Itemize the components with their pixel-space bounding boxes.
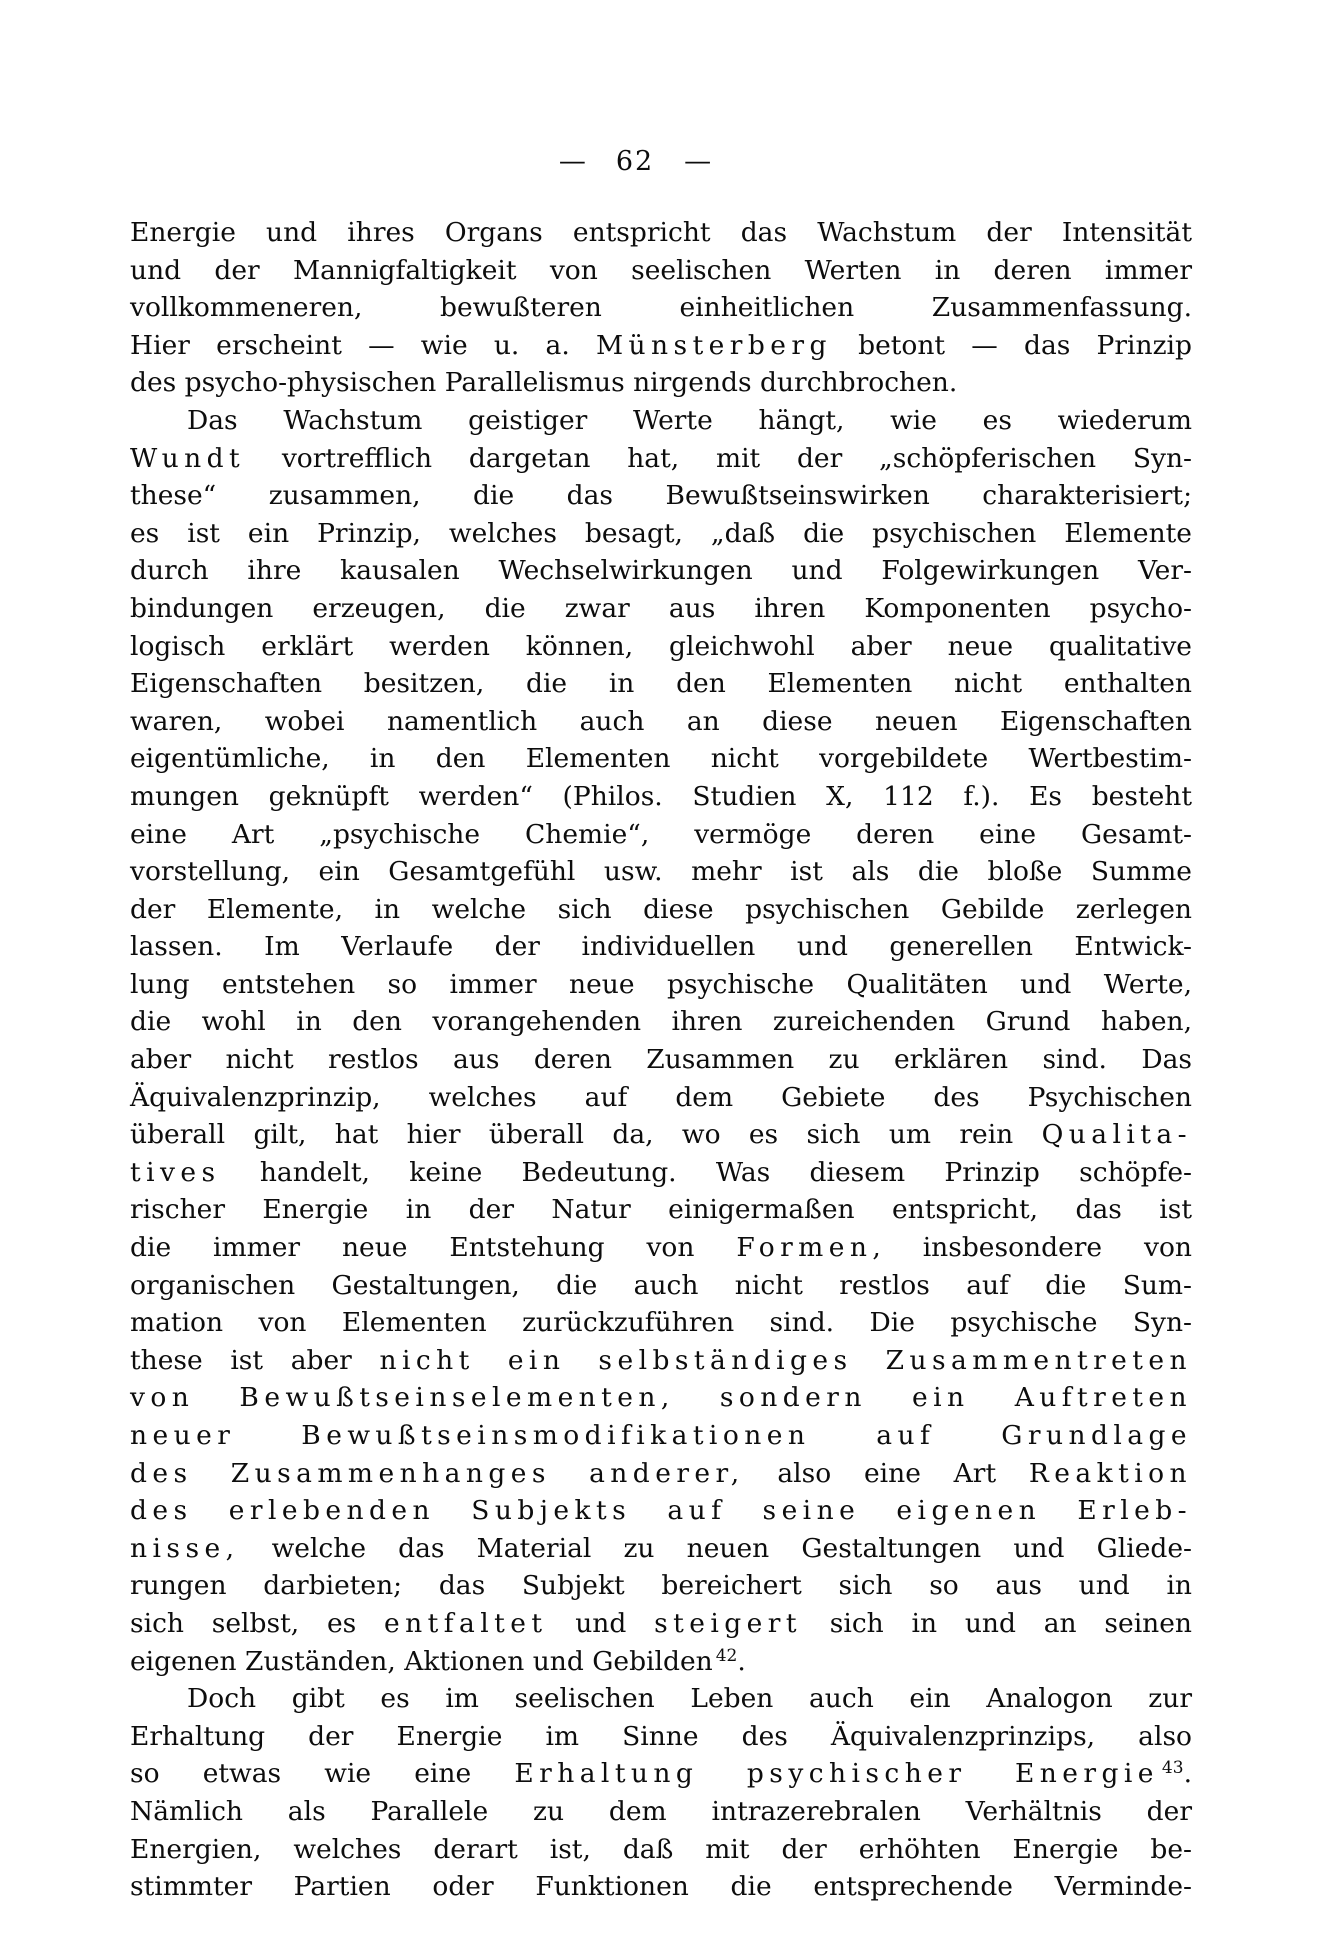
text-line: die wohl in den vorangehenden ihren zureichenden Grund haben, (130, 1006, 1192, 1038)
text-line: these ist aber nicht ein selbständiges Zusammentreten (130, 1344, 1192, 1376)
text-line: und der Mannigfaltigkeit von seelischen Werten in deren immer (130, 254, 1192, 286)
footnote-ref: 43 (1161, 1758, 1184, 1779)
text-line: eigenen Zuständen, Aktionen und Gebilden $^{42}$. (130, 1645, 746, 1677)
text-line: Erhaltung der Energie im Sinne des Äquivalenzprinzips, also (130, 1720, 1192, 1752)
text-line: von Bewußtseinselementen, sondern ein Auftreten (130, 1382, 1192, 1414)
text-line: aber nicht restlos aus deren Zusammen zu erklären sind. Das (130, 1044, 1192, 1076)
text-line: rischer Energie in der Natur einigermaßen entspricht, das ist (130, 1194, 1192, 1226)
header-dash-left: — (558, 146, 586, 177)
text-line: Äquivalenzprinzip, welches auf dem Gebiete des Psychischen (130, 1081, 1192, 1113)
text-block (130, 214, 1192, 1906)
text-line: des Zusammenhanges anderer, also eine Art Reaktion (130, 1457, 1192, 1489)
text-line: die immer neue Entstehung von Formen, insbesondere von (130, 1232, 1192, 1264)
text-line: vorstellung, ein Gesamtgefühl usw. mehr ist als die bloße Summe (130, 856, 1192, 888)
text-line: sich selbst, es entfaltet und steigert sich in und an seinen (130, 1607, 1192, 1639)
text-line: Doch gibt es im seelischen Leben auch ein Analogon zur (187, 1683, 1192, 1715)
text-line: Eigenschaften besitzen, die in den Elementen nicht enthalten (130, 668, 1192, 700)
text-line: durch ihre kausalen Wechselwirkungen und Folgewirkungen Ver- (130, 555, 1192, 587)
text-line: mungen geknüpft werden“ (Philos. Studien X, 112 f.). Es besteht (130, 780, 1192, 812)
text-line: waren, wobei namentlich auch an diese neuen Eigenschaften (130, 705, 1192, 737)
running-head (104, 146, 1166, 177)
text-line: Wundt vortrefflich dargetan hat, mit der „schöpferischen Syn- (130, 442, 1192, 474)
text-line: überall gilt, hat hier überall da, wo es sich um rein Qualita- (130, 1119, 1192, 1151)
text-line: Das Wachstum geistiger Werte hängt, wie es wiederum (187, 404, 1192, 436)
page-number: 62 (615, 146, 655, 177)
text-line: Energien, welches derart ist, daß mit der erhöhten Energie be- (130, 1833, 1192, 1865)
text-line: nisse, welche das Material zu neuen Gestaltungen und Gliede- (130, 1532, 1192, 1564)
text-line: tives handelt, keine Bedeutung. Was diesem Prinzip schöpfe- (130, 1156, 1192, 1188)
text-line: der Elemente, in welche sich diese psychischen Gebilde zerlegen (130, 893, 1192, 925)
header-dash-right: — (684, 146, 712, 177)
text-line: these“ zusammen, die das Bewußtseinswirken charakterisiert; (130, 480, 1192, 512)
text-line: neuer Bewußtseinsmodifikationen auf Grundlage (130, 1420, 1192, 1451)
text-line: es ist ein Prinzip, welches besagt, „daß die psychischen Elemente (130, 517, 1192, 549)
text-line: eine Art „psychische Chemie“, vermöge deren eine Gesamt- (130, 818, 1192, 850)
text-line: Energie und ihres Organs entspricht das Wachstum der Intensität (130, 217, 1192, 248)
text-line: lung entstehen so immer neue psychische Qualitäten und Werte, (130, 968, 1192, 1000)
text-line: des psycho-physischen Parallelismus nirgends durchbrochen. (130, 367, 958, 399)
text-line: des erlebenden Subjekts auf seine eigenen Erleb- (130, 1495, 1192, 1527)
footnote-ref: 42 (715, 1645, 738, 1666)
text-line: Nämlich als Parallele zu dem intrazerebralen Verhältnis der (130, 1795, 1192, 1827)
text-line: rungen darbieten; das Subjekt bereichert sich so aus und in (130, 1570, 1192, 1602)
text-line: vollkommeneren, bewußteren einheitlichen Zusammenfassung. (130, 292, 1192, 324)
text-line: stimmter Partien oder Funktionen die entsprechende Verminde- (130, 1871, 1192, 1903)
text-line: so etwas wie eine Erhaltung psychischer Energie $^{43}$. (130, 1758, 1192, 1790)
text-line: lassen. Im Verlaufe der individuellen und generellen Entwick- (130, 931, 1192, 963)
text-line: organischen Gestaltungen, die auch nicht restlos auf die Sum- (130, 1269, 1192, 1301)
text-line: Hier erscheint — wie u. a. Münsterberg betont — das Prinzip (130, 329, 1192, 361)
text-line: logisch erklärt werden können, gleichwohl aber neue qualitative (130, 630, 1192, 662)
text-line: eigentümliche, in den Elementen nicht vorgebildete Wertbestim- (130, 743, 1192, 775)
text-line: bindungen erzeugen, die zwar aus ihren Komponenten psycho- (130, 592, 1192, 624)
text-line: mation von Elementen zurückzuführen sind. Die psychische Syn- (130, 1307, 1192, 1339)
